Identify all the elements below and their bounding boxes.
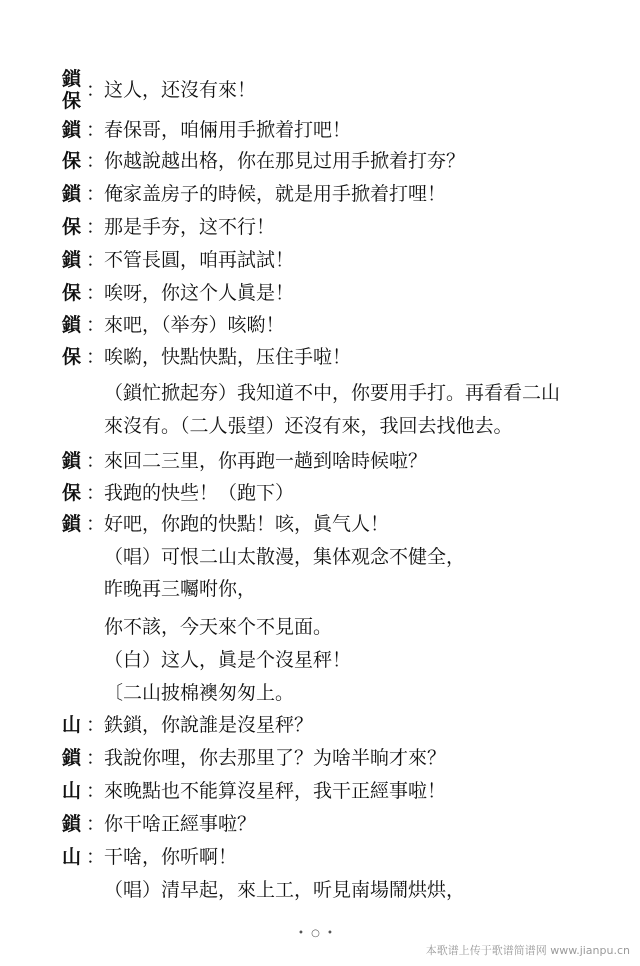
- speaker-label: 鎖: [62, 813, 82, 835]
- dialogue-line: [86, 78, 256, 102]
- dialogue-text: 春保哥，咱倆用手掀着打吧！: [104, 119, 352, 141]
- colon: ：: [86, 346, 106, 368]
- speaker-label: 鎖: [62, 183, 82, 205]
- colon: ：: [86, 846, 106, 868]
- colon: ：: [86, 150, 106, 172]
- watermark: 本歌谱上传于歌谱简谱网 www.jianpu.cn: [425, 944, 630, 957]
- speaker-label: 鎖: [62, 314, 82, 336]
- colon: ：: [86, 450, 106, 472]
- dialogue-text: 來回二三里，你再跑一趟到啥時候啦？: [104, 450, 428, 472]
- speaker-label: 保: [62, 482, 82, 504]
- speaker-label: 鎖: [62, 450, 82, 472]
- dialogue-text: 來吧，（举夯）咳喲！: [104, 314, 285, 336]
- speaker-label: 保: [62, 150, 82, 172]
- colon: ：: [86, 747, 106, 769]
- dialogue-line: [62, 779, 446, 803]
- dialogue-line: [62, 812, 256, 836]
- dialogue-line: [62, 713, 313, 737]
- speaker-label: 山: [62, 846, 82, 868]
- dialogue-text: 我說你哩，你去那里了？为啥半晌才來？: [104, 747, 447, 769]
- colon: ：: [86, 119, 106, 141]
- song-line: （唱）清早起，來上工，听見南場鬧烘烘，: [104, 879, 466, 901]
- speaker-label: 保: [62, 216, 82, 238]
- dialogue-text: 你干啥正經事啦？: [104, 813, 257, 835]
- dialogue-line: [62, 481, 294, 505]
- page-mark: • ○ •: [298, 928, 335, 939]
- speaker-label: 鎖: [62, 119, 82, 141]
- speaker-label: 鎖: [62, 513, 82, 535]
- song-line: （白）这人，眞是个沒星秤！: [104, 649, 352, 671]
- dialogue-text: 我跑的快些！（跑下）: [104, 482, 295, 504]
- colon: ：: [86, 482, 106, 504]
- dialogue-text: 不管長圓，咱再試試！: [104, 249, 295, 271]
- dialogue-line: [62, 746, 446, 770]
- speaker-label: 保: [62, 90, 82, 112]
- speaker-label: 山: [62, 780, 82, 802]
- colon: ：: [86, 714, 106, 736]
- speaker-label: 保: [62, 346, 82, 368]
- colon: ：: [86, 813, 106, 835]
- dialogue-text: 來晚點也不能算沒星秤，我干正經事啦！: [104, 780, 447, 802]
- dialogue-line: [62, 449, 427, 473]
- colon: ：: [86, 79, 106, 101]
- song-line: 昨晚再三囑咐你，: [104, 578, 257, 600]
- colon: ：: [86, 249, 106, 271]
- speaker-label: 保: [62, 282, 82, 304]
- song-line: 你不該，今天來个不見面。: [104, 616, 333, 638]
- stage-direction: （鎖忙掀起夯）我知道不中，你要用手打。再看看二山: [104, 382, 561, 404]
- dialogue-text: 那是手夯，这不行！: [104, 216, 276, 238]
- stacked-speakers: [62, 68, 88, 112]
- stage-direction: 〔二山披棉襖匆匆上。: [104, 682, 295, 704]
- dialogue-text: 俺家盖房子的時候，就是用手掀着打哩！: [104, 183, 447, 205]
- dialogue-text: 唉喲，快點快點，压住手啦！: [104, 346, 352, 368]
- colon: ：: [86, 780, 106, 802]
- speaker-label: 鎖: [62, 747, 82, 769]
- dialogue-text: 鉄鎖，你說誰是沒星秤？: [104, 714, 314, 736]
- dialogue-line: [62, 845, 237, 869]
- dialogue-line: [62, 345, 351, 369]
- colon: ：: [86, 513, 106, 535]
- dialogue-text: 唉呀，你这个人眞是！: [104, 282, 295, 304]
- dialogue-line: [62, 118, 351, 142]
- dialogue-line: [62, 281, 294, 305]
- stage-direction: 來沒有。（二人張望）还沒有來，我回去找他去。: [104, 415, 513, 437]
- song-line: （唱）可恨二山太散漫，集体观念不健全，: [104, 546, 466, 568]
- dialogue-line: [62, 313, 285, 337]
- dialogue-text: 你越說越出格，你在那見过用手掀着打夯？: [104, 150, 466, 172]
- dialogue-text: 干啥，你听啊！: [104, 846, 238, 868]
- colon: ：: [86, 183, 106, 205]
- dialogue-line: [62, 248, 294, 272]
- dialogue-line: [62, 182, 446, 206]
- dialogue-text: 这人，还沒有來！: [104, 79, 257, 101]
- dialogue-line: [62, 215, 275, 239]
- dialogue-line: [62, 512, 389, 536]
- speaker-label: 山: [62, 714, 82, 736]
- speaker-label: 鎖: [62, 249, 82, 271]
- dialogue-line: [62, 149, 465, 173]
- speaker-label: 鎖: [62, 68, 82, 90]
- colon: ：: [86, 216, 106, 238]
- colon: ：: [86, 282, 106, 304]
- colon: ：: [86, 314, 106, 336]
- dialogue-text: 好吧，你跑的快點！咳，眞气人！: [104, 513, 390, 535]
